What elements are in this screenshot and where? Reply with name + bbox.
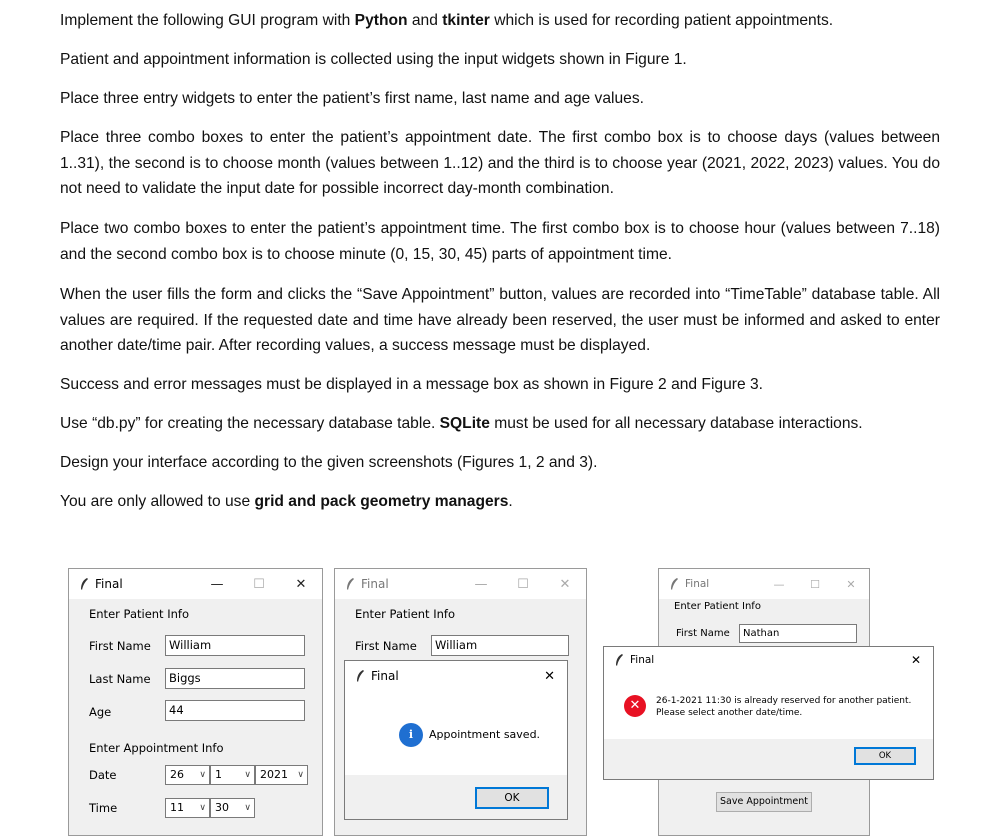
maximize-icon[interactable]: ☐ (810, 577, 820, 591)
chevron-down-icon[interactable]: ∨ (199, 803, 206, 813)
feather-icon (79, 577, 89, 591)
appointment-frame-label: Enter Appointment Info (89, 741, 224, 755)
day-combobox[interactable] (165, 765, 210, 785)
close-icon[interactable]: ✕ (544, 668, 555, 684)
dialog-title-bar (345, 661, 567, 691)
text-fragment: Place three entry widgets to enter the patient’s first name, last name and age values. (60, 90, 644, 107)
figure1-window (68, 568, 323, 836)
para-time-combos (60, 216, 940, 267)
text-fragment: and (407, 12, 443, 29)
ok-button[interactable]: OK (854, 747, 916, 765)
age-entry[interactable]: 44 (165, 700, 305, 721)
first-name-entry[interactable]: William (165, 635, 305, 656)
chevron-down-icon[interactable]: ∨ (297, 770, 304, 780)
dialog-title: Final (371, 669, 399, 683)
chevron-down-icon[interactable]: ∨ (244, 770, 251, 780)
close-icon[interactable]: ✕ (910, 653, 921, 667)
window-title: Final (95, 577, 123, 591)
close-icon[interactable]: ✕ (846, 577, 856, 591)
text-fragment: Implement the following GUI program with (60, 12, 355, 29)
save-appointment-button[interactable]: Save Appointment (716, 792, 812, 812)
para-date-combos (60, 125, 940, 202)
window-title: Final (685, 578, 710, 590)
text-fragment: Use “db.py” for creating the necessary database table. (60, 415, 440, 432)
minute-combobox[interactable] (210, 798, 255, 818)
patient-frame-label: Enter Patient Info (89, 607, 189, 621)
para-intro (60, 8, 940, 34)
age-label: Age (89, 705, 112, 719)
sqlite-bold: SQLite (439, 415, 490, 432)
para-db (60, 411, 940, 437)
last-name-entry[interactable]: Biggs (165, 668, 305, 689)
title-bar (69, 569, 322, 599)
hour-value: 11 (170, 801, 184, 814)
python-bold: Python (354, 12, 408, 29)
time-label: Time (89, 801, 118, 815)
maximize-icon[interactable]: ☐ (517, 576, 529, 592)
text-fragment: which is used for recording patient appointments. (489, 12, 834, 29)
window-controls (460, 569, 586, 599)
minimize-icon[interactable]: — (210, 576, 224, 592)
first-name-entry[interactable]: Nathan (739, 624, 857, 643)
text-fragment: must be used for all necessary database interactions. (489, 415, 863, 432)
minute-value: 30 (215, 801, 229, 814)
para-design (60, 450, 940, 476)
year-value: 2021 (260, 768, 288, 781)
first-name-entry[interactable]: William (431, 635, 569, 656)
ok-button[interactable]: OK (475, 787, 549, 809)
patient-frame-label: Enter Patient Info (674, 601, 761, 612)
last-name-label: Last Name (89, 672, 151, 686)
dialog-footer (345, 775, 567, 819)
error-dialog (603, 646, 934, 780)
text-fragment: . (508, 493, 513, 510)
feather-icon (614, 653, 624, 667)
feather-icon (345, 577, 355, 591)
geometry-bold: grid and pack geometry managers (254, 493, 509, 510)
chevron-down-icon[interactable]: ∨ (244, 803, 251, 813)
text-fragment: When the user fills the form and clicks the “Save Appointment” button, values are recorded into “TimeTable” database table. All values are required. If the requested date and time have already been reserved, the user must be informed and asked to enter another date/time pair. After recording values, a success message must be displayed. (60, 286, 940, 354)
window-title: Final (361, 577, 389, 591)
dialog-title-bar (604, 647, 933, 673)
info-icon: i (399, 723, 423, 747)
para-geometry (60, 489, 940, 515)
first-name-label: First Name (89, 639, 151, 653)
para-save (60, 282, 940, 359)
date-label: Date (89, 768, 117, 782)
dialog-footer (604, 739, 933, 779)
window-controls (761, 569, 869, 599)
text-fragment: Place two combo boxes to enter the patient’s appointment time. The first combo box is to choose hour (values between 7..18) and the second combo box is to choose minute (0, 15, 30, 45) parts of appointment time. (60, 220, 940, 263)
para-entries (60, 86, 940, 112)
window-controls (196, 569, 322, 599)
maximize-icon[interactable]: ☐ (253, 576, 265, 592)
dialog-title: Final (630, 654, 655, 666)
para-messages (60, 372, 940, 398)
tkinter-bold: tkinter (442, 12, 490, 29)
error-message-line1: 26-1-2021 11:30 is already reserved for another patient. (656, 696, 912, 706)
error-icon: ✕ (624, 695, 646, 717)
feather-icon (669, 577, 679, 591)
para-widgets (60, 47, 940, 73)
text-fragment: Design your interface according to the given screenshots (Figures 1, 2 and 3). (60, 454, 598, 471)
hour-combobox[interactable] (165, 798, 210, 818)
month-value: 1 (215, 768, 222, 781)
title-bar (335, 569, 586, 599)
first-name-label: First Name (355, 639, 417, 653)
feather-icon (355, 669, 365, 683)
chevron-down-icon[interactable]: ∨ (199, 770, 206, 780)
text-fragment: Patient and appointment information is collected using the input widgets shown in Figure 1. (60, 51, 687, 68)
minimize-icon[interactable]: — (474, 576, 488, 592)
day-value: 26 (170, 768, 184, 781)
patient-frame-label: Enter Patient Info (355, 607, 455, 621)
text-fragment: You are only allowed to use (60, 493, 255, 510)
title-bar (659, 569, 869, 599)
success-dialog (344, 660, 568, 820)
close-icon[interactable]: ✕ (559, 576, 571, 592)
minimize-icon[interactable]: — (773, 577, 785, 591)
close-icon[interactable]: ✕ (295, 576, 307, 592)
month-combobox[interactable] (210, 765, 255, 785)
error-message-line2: Please select another date/time. (656, 708, 803, 718)
text-fragment: Place three combo boxes to enter the patient’s appointment date. The first combo box is to choose days (values between 1..31), the second is to choose month (values between 1..12) and the third is to choose year (2021, 2022, 2023) values. You do not need to validate the input date for possible incorrect day-month combination. (60, 129, 940, 197)
dialog-message: Appointment saved. (429, 728, 541, 741)
text-fragment: Success and error messages must be displayed in a message box as shown in Figure 2 and Figure 3. (60, 376, 763, 393)
year-combobox[interactable] (255, 765, 308, 785)
first-name-label: First Name (676, 628, 730, 639)
